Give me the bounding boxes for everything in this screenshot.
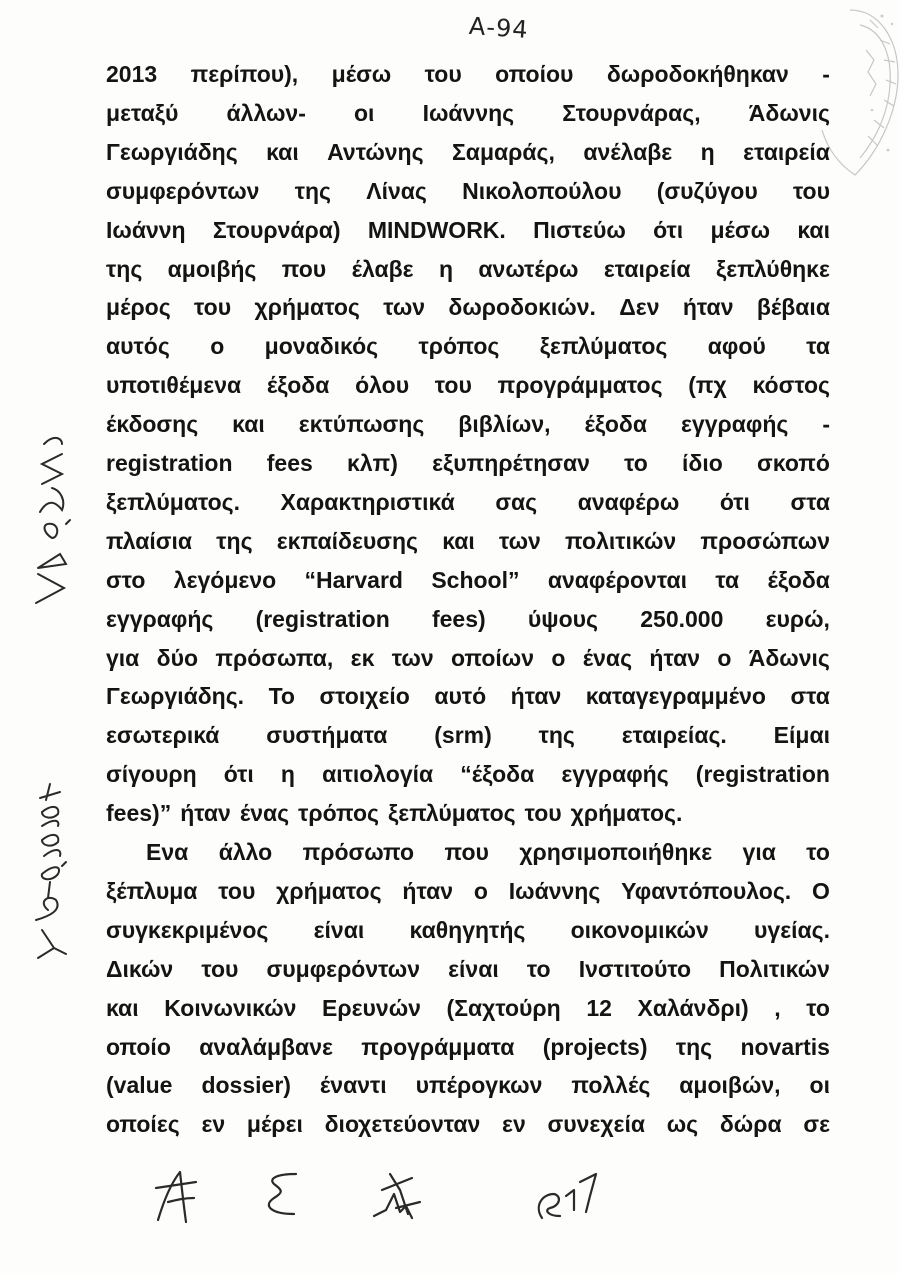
word: εν xyxy=(201,1111,226,1138)
word: δώρα xyxy=(719,1111,782,1138)
word: βιβλίων, xyxy=(458,411,551,438)
word: dossier) xyxy=(201,1072,291,1099)
word: Πολιτικών xyxy=(719,955,830,982)
word: στα xyxy=(790,683,830,710)
word: Άδωνις xyxy=(748,644,830,671)
word: Στουρνάρα) xyxy=(212,216,341,243)
text-line xyxy=(106,1106,830,1142)
text-line xyxy=(106,562,830,598)
text-line xyxy=(106,134,830,170)
word: εν xyxy=(502,1111,526,1138)
word: οι xyxy=(809,1072,830,1099)
word: στοιχείο xyxy=(319,683,410,710)
word: ανέλαβε xyxy=(583,138,673,165)
word: ξεπλύματος xyxy=(387,800,516,827)
word: ανωτέρω xyxy=(478,255,579,282)
word: εγγραφής xyxy=(561,761,669,788)
word: (value xyxy=(106,1072,173,1099)
word: το xyxy=(806,994,830,1021)
word: Υφαντόπουλος. xyxy=(621,877,792,904)
word: Ιωάννης xyxy=(422,99,515,126)
word: Δεν xyxy=(619,294,660,321)
word: χρήματος. xyxy=(570,800,683,827)
word: της xyxy=(675,1033,713,1060)
word: ένας xyxy=(239,800,290,827)
word: Αντώνης xyxy=(327,138,424,165)
text-line xyxy=(106,601,830,637)
word: της xyxy=(216,527,253,554)
word: πολλές xyxy=(571,1072,651,1099)
word: αμοιβής xyxy=(167,255,257,282)
word: fees xyxy=(266,450,313,476)
word: πρόσωπο xyxy=(302,839,415,865)
word: το xyxy=(526,955,551,982)
word: όλου xyxy=(355,372,410,399)
text-line xyxy=(106,367,830,403)
margin-handwriting-upper xyxy=(26,428,76,608)
text-line xyxy=(106,95,830,131)
word: στο xyxy=(106,566,146,593)
word: μέσω xyxy=(331,61,392,87)
word: δύο xyxy=(156,644,199,671)
word: χρήματος xyxy=(276,877,382,904)
word: της xyxy=(538,722,575,749)
initials-handwriting xyxy=(150,1160,650,1240)
word: άλλο xyxy=(218,839,273,865)
word: εγγραφής xyxy=(681,411,789,438)
word: Πιστεύω xyxy=(533,216,626,243)
word: εσωτερικά xyxy=(106,722,220,749)
word: η xyxy=(438,255,453,282)
word: αυτός xyxy=(106,333,170,360)
word: ευρώ, xyxy=(765,605,830,632)
word: - xyxy=(822,411,830,438)
word: , xyxy=(774,994,781,1021)
text-line xyxy=(106,795,830,831)
word: υποτιθέμενα xyxy=(106,372,242,399)
word: Το xyxy=(268,683,295,710)
word: (projects) xyxy=(542,1033,648,1060)
word: ξεπλύματος. xyxy=(106,488,240,515)
word: καταγεγραμμένο xyxy=(585,683,766,710)
word: έκδοσης xyxy=(106,411,199,438)
text-line xyxy=(106,56,830,92)
word: του xyxy=(201,955,239,982)
word: αφού xyxy=(707,333,766,360)
word: πολιτικών xyxy=(565,527,677,554)
handwritten-page-number: Α-94 xyxy=(468,11,530,45)
word: χρησιμοποιήθηκε xyxy=(519,839,713,865)
word: ο xyxy=(210,333,225,360)
text-line xyxy=(106,678,830,714)
word: στα xyxy=(790,488,830,515)
word: Είμαι xyxy=(773,722,830,749)
word: άλλων- xyxy=(226,99,306,126)
word: προσώπων xyxy=(700,527,830,554)
word: έλαβε xyxy=(351,255,414,282)
text-line xyxy=(106,484,830,520)
word: οποίες xyxy=(106,1111,180,1138)
word: Άδωνις xyxy=(748,99,830,126)
word: Χαρακτηριστικά xyxy=(280,488,455,515)
word: του xyxy=(524,800,562,827)
word: ήταν xyxy=(510,683,562,710)
word: τρόπος xyxy=(298,800,379,827)
word: μέρει xyxy=(246,1111,303,1138)
word: έξοδα xyxy=(584,411,648,438)
word: ήταν xyxy=(402,877,453,904)
text-line xyxy=(106,834,830,870)
word: συμφερόντων xyxy=(266,955,420,982)
word: fees) xyxy=(431,605,486,632)
word: συγκεκριμένος xyxy=(106,916,269,943)
word: που xyxy=(444,839,489,865)
word: περίπου), xyxy=(190,61,299,87)
word: τα xyxy=(715,566,740,593)
word: προγράμματα xyxy=(361,1033,515,1060)
word: ο xyxy=(717,644,732,671)
word: σας xyxy=(495,488,538,515)
word: “έξοδα xyxy=(460,761,535,788)
word: ήταν xyxy=(180,800,231,827)
word: εκτύπωσης xyxy=(298,411,425,438)
word: και xyxy=(232,411,265,438)
word: του xyxy=(424,61,462,87)
word: το xyxy=(806,839,830,865)
text-line xyxy=(106,873,830,909)
word: αναφέρονται xyxy=(547,566,687,593)
word: Γεωργιάδης. xyxy=(106,683,245,710)
word: ο xyxy=(551,644,566,671)
word: συστήματα xyxy=(266,722,388,749)
word: αναλάμβανε xyxy=(199,1033,333,1060)
word: οι xyxy=(354,99,375,126)
word: κόστος xyxy=(752,372,830,399)
text-line xyxy=(106,251,830,287)
word: εκ xyxy=(350,644,375,671)
word: εγγραφής xyxy=(106,605,214,632)
word: (registration xyxy=(695,761,830,788)
word: - xyxy=(822,61,830,87)
word: ότι xyxy=(653,216,684,243)
word: αιτιολογία xyxy=(322,761,434,788)
word: μέσω xyxy=(710,216,771,243)
word: των xyxy=(391,644,434,671)
word: Νικολοπούλου xyxy=(462,177,622,204)
word: Κοινωνικών xyxy=(164,994,297,1021)
word: οικονομικών xyxy=(570,916,709,943)
word: τα xyxy=(806,333,830,360)
text-line xyxy=(106,912,830,948)
word: Χαλάνδρι) xyxy=(637,994,749,1021)
word: εταιρεία xyxy=(743,138,830,165)
word: συμφερόντων xyxy=(106,177,260,204)
word: ξέπλυμα xyxy=(106,877,198,904)
word: έξοδα xyxy=(767,566,830,593)
word: εταιρεία xyxy=(603,255,691,282)
word: συνεχεία xyxy=(547,1111,645,1138)
word: εταιρείας. xyxy=(621,722,727,749)
word: είναι xyxy=(313,916,365,943)
word: εξυπηρέτησαν xyxy=(432,450,590,476)
word: “Harvard xyxy=(304,566,403,593)
word: αμοιβών, xyxy=(679,1072,781,1099)
text-line xyxy=(106,212,830,248)
word: Λίνας xyxy=(366,177,427,204)
word: της xyxy=(294,177,331,204)
word: δωροδοκήθηκαν xyxy=(606,61,789,87)
word: ίδιο xyxy=(682,450,723,476)
word: ξεπλύματος xyxy=(539,333,668,360)
text-line xyxy=(106,1029,830,1065)
word: δωροδοκιών. xyxy=(448,294,596,321)
word: η xyxy=(700,138,715,165)
text-line xyxy=(106,173,830,209)
word: σκοπό xyxy=(757,450,830,476)
text-line xyxy=(106,756,830,792)
text-line xyxy=(106,990,830,1026)
word: προγράμματος xyxy=(497,372,663,399)
word: και xyxy=(797,216,830,243)
word: αναφέρω xyxy=(577,488,680,515)
word: κλπ) xyxy=(347,450,398,476)
word: ο xyxy=(473,877,488,904)
word: (συζύγου xyxy=(656,177,758,204)
word: καθηγητής xyxy=(409,916,526,943)
word: ήταν xyxy=(649,644,700,671)
text-line xyxy=(106,1067,830,1103)
word: βέβαια xyxy=(756,294,830,321)
word: (registration xyxy=(255,605,390,632)
word: η xyxy=(280,761,295,788)
word: του xyxy=(194,294,232,321)
word: registration xyxy=(106,450,233,476)
word: ως xyxy=(666,1111,699,1138)
word: υγείας. xyxy=(754,916,830,943)
word: ότι xyxy=(223,761,254,788)
text-line xyxy=(106,445,830,481)
word: και xyxy=(442,527,475,554)
word: School” xyxy=(431,566,520,593)
word: οποίο xyxy=(106,1033,171,1060)
word: (Σαχτούρη xyxy=(446,994,561,1021)
text-line xyxy=(106,328,830,364)
word: το xyxy=(624,450,648,476)
word: fees)” xyxy=(106,800,172,827)
word: Γεωργιάδης xyxy=(106,138,238,165)
word: ύψους xyxy=(527,605,599,632)
word: είναι xyxy=(448,955,499,982)
word: του xyxy=(218,877,256,904)
word: του xyxy=(434,372,472,399)
word: αυτό xyxy=(434,683,487,710)
word: 2013 xyxy=(106,61,158,87)
word: Ινστιτούτο xyxy=(578,955,692,982)
word: τρόπος xyxy=(418,333,500,360)
margin-handwriting-lower xyxy=(26,770,76,970)
word: και xyxy=(266,138,299,165)
word: Δικών xyxy=(106,955,174,982)
word: σε xyxy=(803,1111,830,1138)
word: των xyxy=(383,294,426,321)
word: της xyxy=(106,255,143,282)
word: Ο xyxy=(812,877,830,904)
word: ήταν xyxy=(682,294,734,321)
word: μέρος xyxy=(106,294,171,321)
word: ξεπλύθηκε xyxy=(715,255,830,282)
word: ότι xyxy=(719,488,750,515)
word: ένας xyxy=(582,644,633,671)
word: Ενα xyxy=(146,839,189,865)
text-line xyxy=(106,951,830,987)
text-line xyxy=(106,406,830,442)
word: novartis xyxy=(740,1033,830,1060)
word: (πχ xyxy=(688,372,727,399)
word: MINDWORK. xyxy=(367,216,506,243)
text-line xyxy=(106,717,830,753)
word: Ιωάννης xyxy=(508,877,601,904)
word: έναντι xyxy=(319,1072,387,1099)
word: 250.000 xyxy=(640,605,724,632)
word: εκπαίδευσης xyxy=(276,527,418,554)
word: 12 xyxy=(586,994,612,1021)
word: έξοδα xyxy=(266,372,330,399)
word: για xyxy=(106,644,140,671)
word: Σαμαράς, xyxy=(452,138,555,165)
word: λεγόμενο xyxy=(173,566,277,593)
word: υπέρογκων xyxy=(415,1072,543,1099)
word: Ερευνών xyxy=(322,994,421,1021)
word: μοναδικός xyxy=(264,333,379,360)
word: σίγουρη xyxy=(106,761,197,788)
text-line xyxy=(106,289,830,325)
word: του xyxy=(792,177,830,204)
word: που xyxy=(281,255,327,282)
word: για xyxy=(742,839,776,865)
word: χρήματος xyxy=(254,294,360,321)
text-line xyxy=(106,640,830,676)
word: και xyxy=(106,994,139,1021)
word: Ιωάννη xyxy=(106,216,186,243)
word: πλαίσια xyxy=(106,527,193,554)
word: διοχετεύονταν xyxy=(324,1111,481,1138)
text-line xyxy=(106,523,830,559)
word: Στουρνάρας, xyxy=(562,99,701,126)
word: (srm) xyxy=(434,722,492,749)
word: οποίου xyxy=(495,61,574,87)
word: μεταξύ xyxy=(106,99,179,126)
word: οποίων xyxy=(450,644,535,671)
word: των xyxy=(498,527,541,554)
word: πρόσωπα, xyxy=(215,644,334,671)
